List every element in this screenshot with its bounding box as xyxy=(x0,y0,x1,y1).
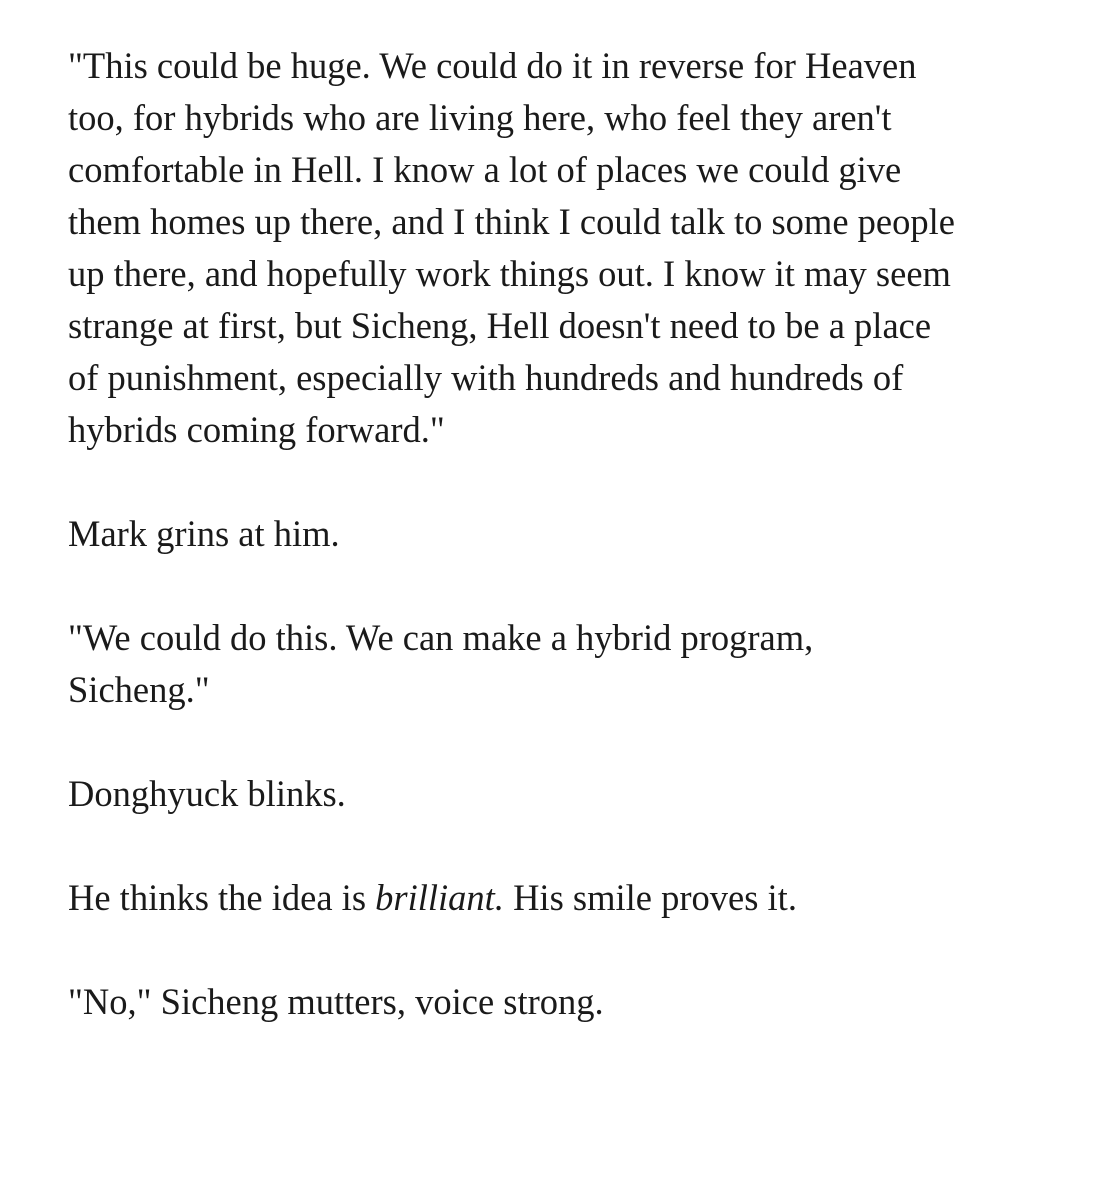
text-line: Sicheng." xyxy=(68,669,210,710)
document-body xyxy=(68,40,1068,1028)
text-line: hybrids coming forward." xyxy=(68,409,445,450)
text-segment: He thinks the idea is xyxy=(68,877,376,918)
paragraph-spacer xyxy=(68,716,1068,768)
paragraph-hybrid-program xyxy=(68,612,1068,716)
text-line: too, for hybrids who are living here, who feel they aren't xyxy=(68,97,892,138)
text-line: "This could be huge. We could do it in reverse for Heaven xyxy=(68,45,917,86)
paragraph-brilliant-idea xyxy=(68,872,1068,924)
paragraph-spacer xyxy=(68,820,1068,872)
text-line: Mark grins at him. xyxy=(68,513,340,554)
text-line xyxy=(68,872,1068,924)
text-line: "No," Sicheng mutters, voice strong. xyxy=(68,981,604,1022)
paragraph-donghyuck-blinks xyxy=(68,768,1068,820)
text-line: comfortable in Hell. I know a lot of places we could give xyxy=(68,149,902,190)
paragraph-mark-proposal xyxy=(68,40,1068,456)
paragraph-spacer xyxy=(68,924,1068,976)
text-segment: His smile proves it. xyxy=(503,877,797,918)
text-line: them homes up there, and I think I could talk to some people xyxy=(68,201,955,242)
text-line: Donghyuck blinks. xyxy=(68,773,346,814)
paragraph-spacer xyxy=(68,456,1068,508)
emphasis-text: brilliant. xyxy=(375,877,504,918)
text-line: of punishment, especially with hundreds and hundreds of xyxy=(68,357,904,398)
text-line: strange at first, but Sicheng, Hell doesn't need to be a place xyxy=(68,305,932,346)
text-line: "We could do this. We can make a hybrid program, xyxy=(68,617,814,658)
paragraph-mark-grins xyxy=(68,508,1068,560)
paragraph-spacer xyxy=(68,560,1068,612)
text-line: up there, and hopefully work things out. I know it may seem xyxy=(68,253,951,294)
paragraph-sicheng-no xyxy=(68,976,1068,1028)
